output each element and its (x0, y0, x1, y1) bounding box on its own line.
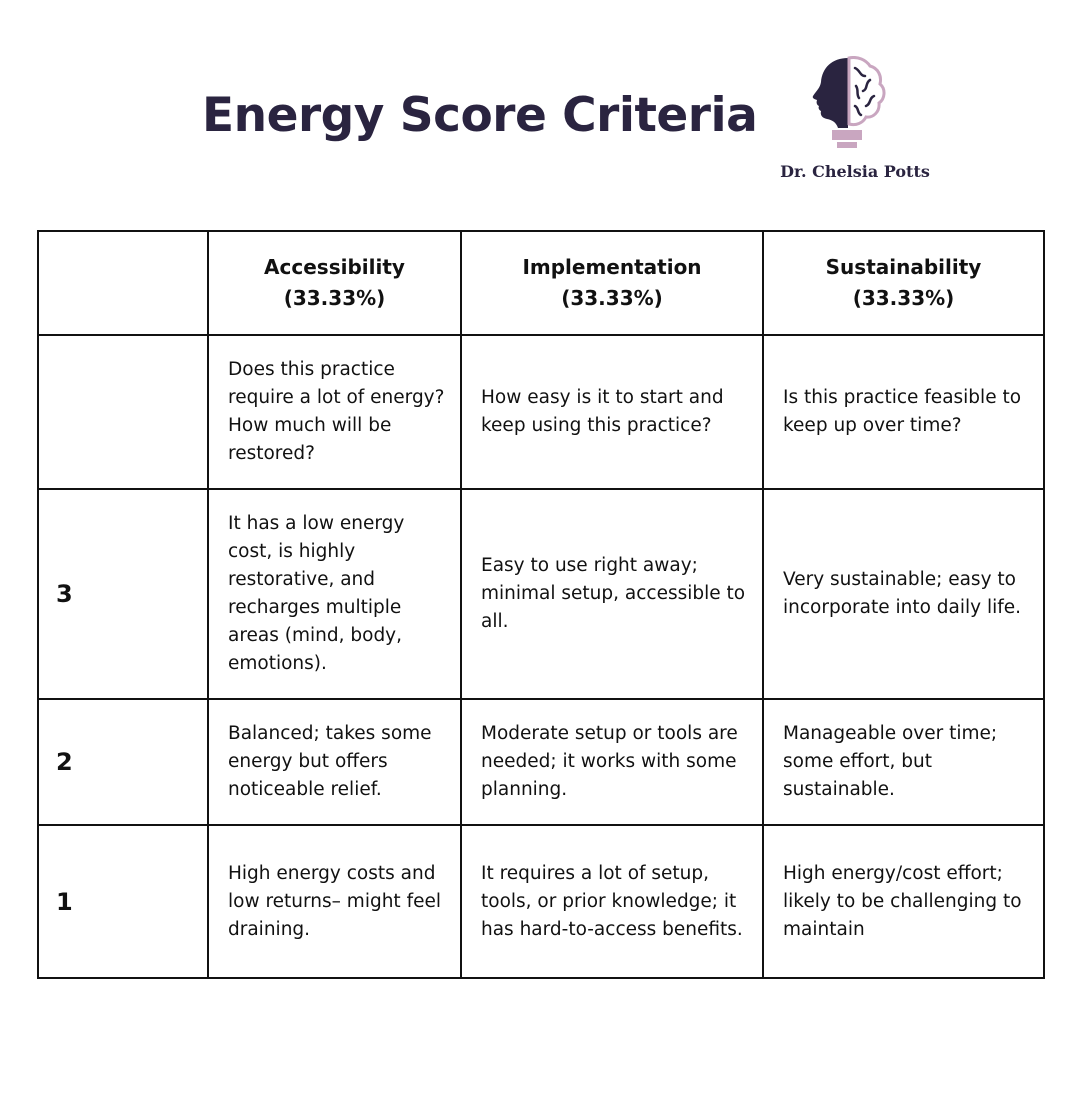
table-cell: Does this practice require a lot of energy? How much will be restored? (208, 335, 461, 489)
score-cell (38, 335, 208, 489)
table-cell: Easy to use right away; minimal setup, accessible to all. (461, 489, 763, 699)
header-accessibility (208, 231, 461, 335)
table-header-row (38, 231, 1044, 335)
table-cell: How easy is it to start and keep using this practice? (461, 335, 763, 489)
table-row-score-2 (38, 699, 1044, 825)
header-sustainability (763, 231, 1044, 335)
table-cell: High energy/cost effort; likely to be challenging to maintain (763, 825, 1044, 978)
table-cell: It requires a lot of setup, tools, or prior knowledge; it has hard-to-access benefits. (461, 825, 763, 978)
head-brain-bulb-icon (808, 56, 888, 156)
column-weight: (33.33%) (852, 286, 955, 310)
table-row-score-3 (38, 489, 1044, 699)
brand-name: Dr. Chelsia Potts (780, 162, 930, 181)
table-cell: Is this practice feasible to keep up over time? (763, 335, 1044, 489)
table-cell: Moderate setup or tools are needed; it works with some planning. (461, 699, 763, 825)
header-implementation (461, 231, 763, 335)
criteria-table (37, 230, 1045, 979)
header-empty-cell (38, 231, 208, 335)
column-name: Sustainability (825, 255, 982, 279)
page-title: Energy Score Criteria (202, 88, 758, 143)
table-row-questions (38, 335, 1044, 489)
column-name: Implementation (522, 255, 702, 279)
column-name: Accessibility (264, 255, 405, 279)
table-cell: It has a low energy cost, is highly restorative, and recharges multiple areas (mind, body, emotions). (208, 489, 461, 699)
table-cell: High energy costs and low returns– might feel draining. (208, 825, 461, 978)
table-cell: Balanced; takes some energy but offers noticeable relief. (208, 699, 461, 825)
brand-logo (770, 52, 940, 187)
table-row-score-1 (38, 825, 1044, 978)
table-cell: Manageable over time; some effort, but sustainable. (763, 699, 1044, 825)
score-cell: 2 (38, 699, 208, 825)
table-cell: Very sustainable; easy to incorporate into daily life. (763, 489, 1044, 699)
column-weight: (33.33%) (561, 286, 663, 310)
score-cell: 3 (38, 489, 208, 699)
score-cell: 1 (38, 825, 208, 978)
column-weight: (33.33%) (283, 286, 386, 310)
